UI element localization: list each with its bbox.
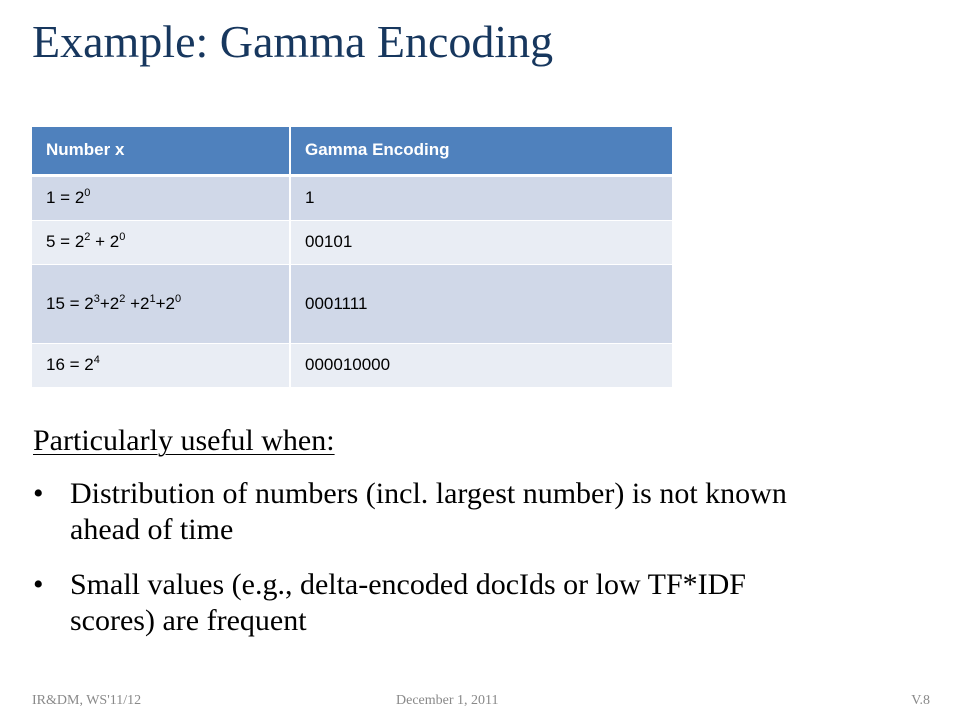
number-part: 1 = 2 bbox=[46, 188, 85, 207]
number-cell bbox=[32, 343, 290, 387]
bullet-text: Small values (e.g., delta-encoded docIds or low TF*IDF scores) are frequent bbox=[70, 568, 746, 637]
footer-slide-number: V.8 bbox=[911, 693, 930, 708]
number-part: 16 = 2 bbox=[46, 355, 94, 374]
number-part: + 2 bbox=[90, 232, 120, 251]
number-cell bbox=[32, 175, 290, 220]
number-part: 5 = 2 bbox=[46, 232, 85, 251]
table-row bbox=[32, 264, 672, 343]
list-item bbox=[33, 476, 813, 548]
gamma-encoding-table bbox=[32, 127, 672, 388]
footer-date: December 1, 2011 bbox=[396, 693, 499, 708]
footer-course: IR&DM, WS'11/12 bbox=[32, 693, 142, 708]
bullet-icon: • bbox=[33, 568, 44, 601]
table-row bbox=[32, 175, 672, 220]
table-header-row bbox=[32, 127, 672, 175]
bullet-icon: • bbox=[33, 477, 44, 510]
slide-title: Example: Gamma Encoding bbox=[32, 16, 554, 67]
exponent: 2 bbox=[119, 292, 126, 305]
number-part: +2 bbox=[155, 293, 176, 313]
column-header-encoding: Gamma Encoding bbox=[290, 127, 672, 175]
encoding-cell: 1 bbox=[290, 175, 672, 220]
bullet-list bbox=[33, 476, 813, 658]
number-part: 15 = 2 bbox=[46, 293, 94, 313]
list-item bbox=[33, 567, 813, 639]
column-header-number: Number x bbox=[32, 127, 290, 175]
encoding-cell: 000010000 bbox=[290, 343, 672, 387]
section-heading: Particularly useful when: bbox=[33, 424, 335, 457]
number-part: +2 bbox=[99, 293, 120, 313]
encoding-cell: 00101 bbox=[290, 220, 672, 264]
exponent: 0 bbox=[119, 231, 126, 243]
table-row bbox=[32, 343, 672, 387]
bullet-text: Distribution of numbers (incl. largest number) is not known ahead of time bbox=[70, 477, 787, 546]
number-cell bbox=[32, 264, 290, 343]
exponent: 3 bbox=[93, 292, 100, 305]
exponent: 0 bbox=[175, 292, 182, 305]
number-cell bbox=[32, 220, 290, 264]
exponent: 1 bbox=[149, 292, 156, 305]
exponent: 2 bbox=[84, 231, 91, 243]
encoding-cell: 0001111 bbox=[290, 264, 672, 343]
number-part: +2 bbox=[125, 293, 150, 313]
exponent: 0 bbox=[84, 187, 91, 199]
exponent: 4 bbox=[93, 354, 100, 366]
table-row bbox=[32, 220, 672, 264]
